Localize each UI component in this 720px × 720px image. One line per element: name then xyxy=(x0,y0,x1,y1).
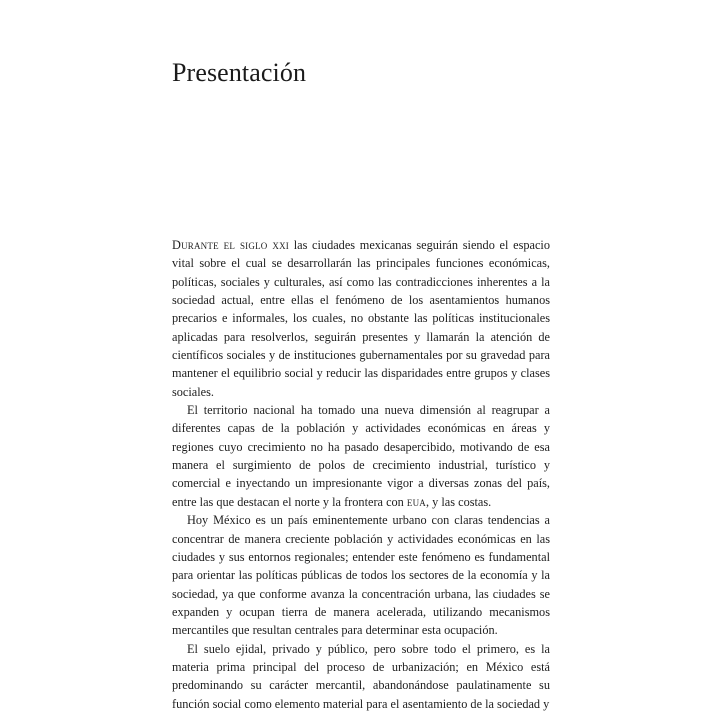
paragraph-3: Hoy México es un país eminentemente urbano con claras tendencias a concentrar de manera creciente población y actividades económicas en las ciudades y sus entornos regionales; entender este fenómeno es fundamental para orientar las políticas públicas de todos los sectores de la economía y la sociedad, ya que conforme avanza la concentración urbana, las ciudades se expanden y ocupan tierra de manera acelerada, utilizando mecanismos mercantiles que resultan centrales para determinar esta ocupación. xyxy=(172,513,550,638)
paragraph-2 xyxy=(172,401,550,511)
paragraph-1-lead: Durante el siglo xxi xyxy=(172,238,289,252)
paragraph-2-text-before: El territorio nacional ha tomado una nueva dimensión al reagrupar a diferentes capas de la población y actividades económicas en áreas y regiones cuyo crecimiento no ha pasado desapercibido, motivando de esa manera el surgimiento de polos de crecimiento industrial, turístico y comercial e inyectando un impresionante vigor a diversas zonas del país, entre las que destacan el norte y la frontera con xyxy=(172,403,550,509)
body-text xyxy=(172,236,550,713)
paragraph-4: El suelo ejidal, privado y público, pero sobre todo el primero, es la materia prima principal del proceso de urbanización; en México está predominando su carácter mercantil, abandonándose paulatinamente su función social como elemento material para el asentamiento de la sociedad y xyxy=(172,641,550,711)
paragraph-2-acronym: eua xyxy=(406,494,427,509)
paragraph-2-text-after: , y las costas. xyxy=(426,494,492,509)
paragraph-1-text: las ciudades mexicanas seguirán siendo el espacio vital sobre el cual se desarrollarán las principales funciones económicas, políticas, sociales y culturales, así como las contradicciones inherentes a la sociedad actual, entre ellas el fenómeno de los asentamientos humanos precarios e informales, los cuales, no obstante las políticas institucionales aplicadas para resolverlos, seguirán presentes y llamarán la atención de científicos sociales y de instituciones gubernamentales por su gravedad para mantener el equilibrio social y reducir las disparidades entre grupos y clases sociales. xyxy=(172,238,550,399)
page-title: Presentación xyxy=(172,58,307,87)
paragraph-1 xyxy=(172,236,550,401)
